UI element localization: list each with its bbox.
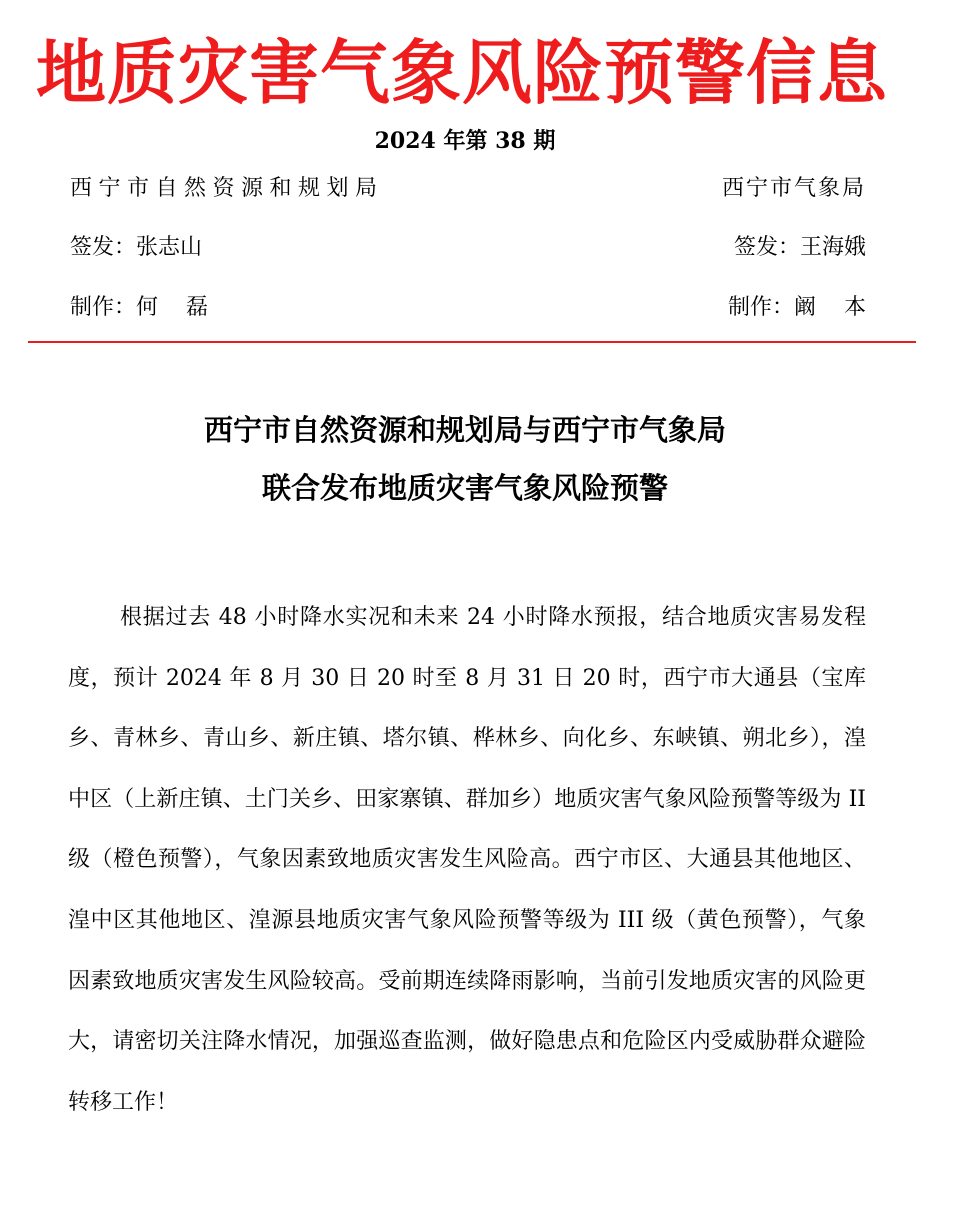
made-row — [70, 291, 866, 325]
left-issuer-org: 西宁市自然资源和规划局 — [70, 176, 384, 201]
right-signed-label: 签发： — [733, 235, 800, 260]
right-issuer-org: 西宁市气象局 — [721, 176, 866, 201]
right-made-name-second: 本 — [843, 295, 866, 320]
right-made-name-first: 阚 — [793, 295, 816, 320]
notice-body-paragraph: 根据过去 48 小时降水实况和未来 24 小时降水预报，结合地质灾害易发程度，预计 2024 年 8 月 30 日 20 时至 8 月 31 日 20 时，西宁市大通县（宝库乡、青林乡、青山乡、新庄镇、塔尔镇、桦林乡、向化乡、东峡镇、朔北乡），湟中区（上新庄镇、土门关乡、田家寨镇、群加乡）地质灾害气象风险预警等级为 II 级（橙色预警），气象因素致地质灾害发生风险高。西宁市区、大通县其他地区、湟中区其他地区、湟源县地质灾害气象风险预警等级为 III 级（黄色预警），气象因素致地质灾害发生风险较高。受前期连续降雨影响，当前引发地质灾害的风险更大，请密切关注降水情况，加强巡查监测，做好隐患点和危险区内受威胁群众避险转移工作！ — [68, 605, 866, 1115]
right-made-label: 制作： — [727, 295, 794, 320]
left-signed-by — [70, 231, 202, 265]
left-signed-label: 签发： — [70, 235, 137, 260]
notice-title-line-1: 西宁市自然资源和规划局与西宁市气象局 — [203, 413, 726, 447]
header-divider — [28, 341, 916, 343]
right-signed-by — [734, 231, 866, 265]
left-made-label: 制作： — [70, 295, 137, 320]
bulletin-banner-title: 地质灾害气象风险预警信息 — [36, 32, 888, 114]
left-made-name-first: 何 — [136, 295, 159, 320]
left-signed-name: 张志山 — [136, 235, 203, 260]
issuer-org-row — [70, 172, 866, 206]
left-made-name-second: 磊 — [186, 295, 209, 320]
signed-row — [70, 231, 866, 265]
notice-title-line-2: 联合发布地质灾害气象风险预警 — [261, 471, 668, 505]
left-made-by — [70, 291, 208, 325]
right-signed-name: 王海娥 — [799, 235, 866, 260]
issue-number: 2024 年第 38 期 — [374, 128, 556, 154]
right-made-by — [728, 291, 866, 325]
